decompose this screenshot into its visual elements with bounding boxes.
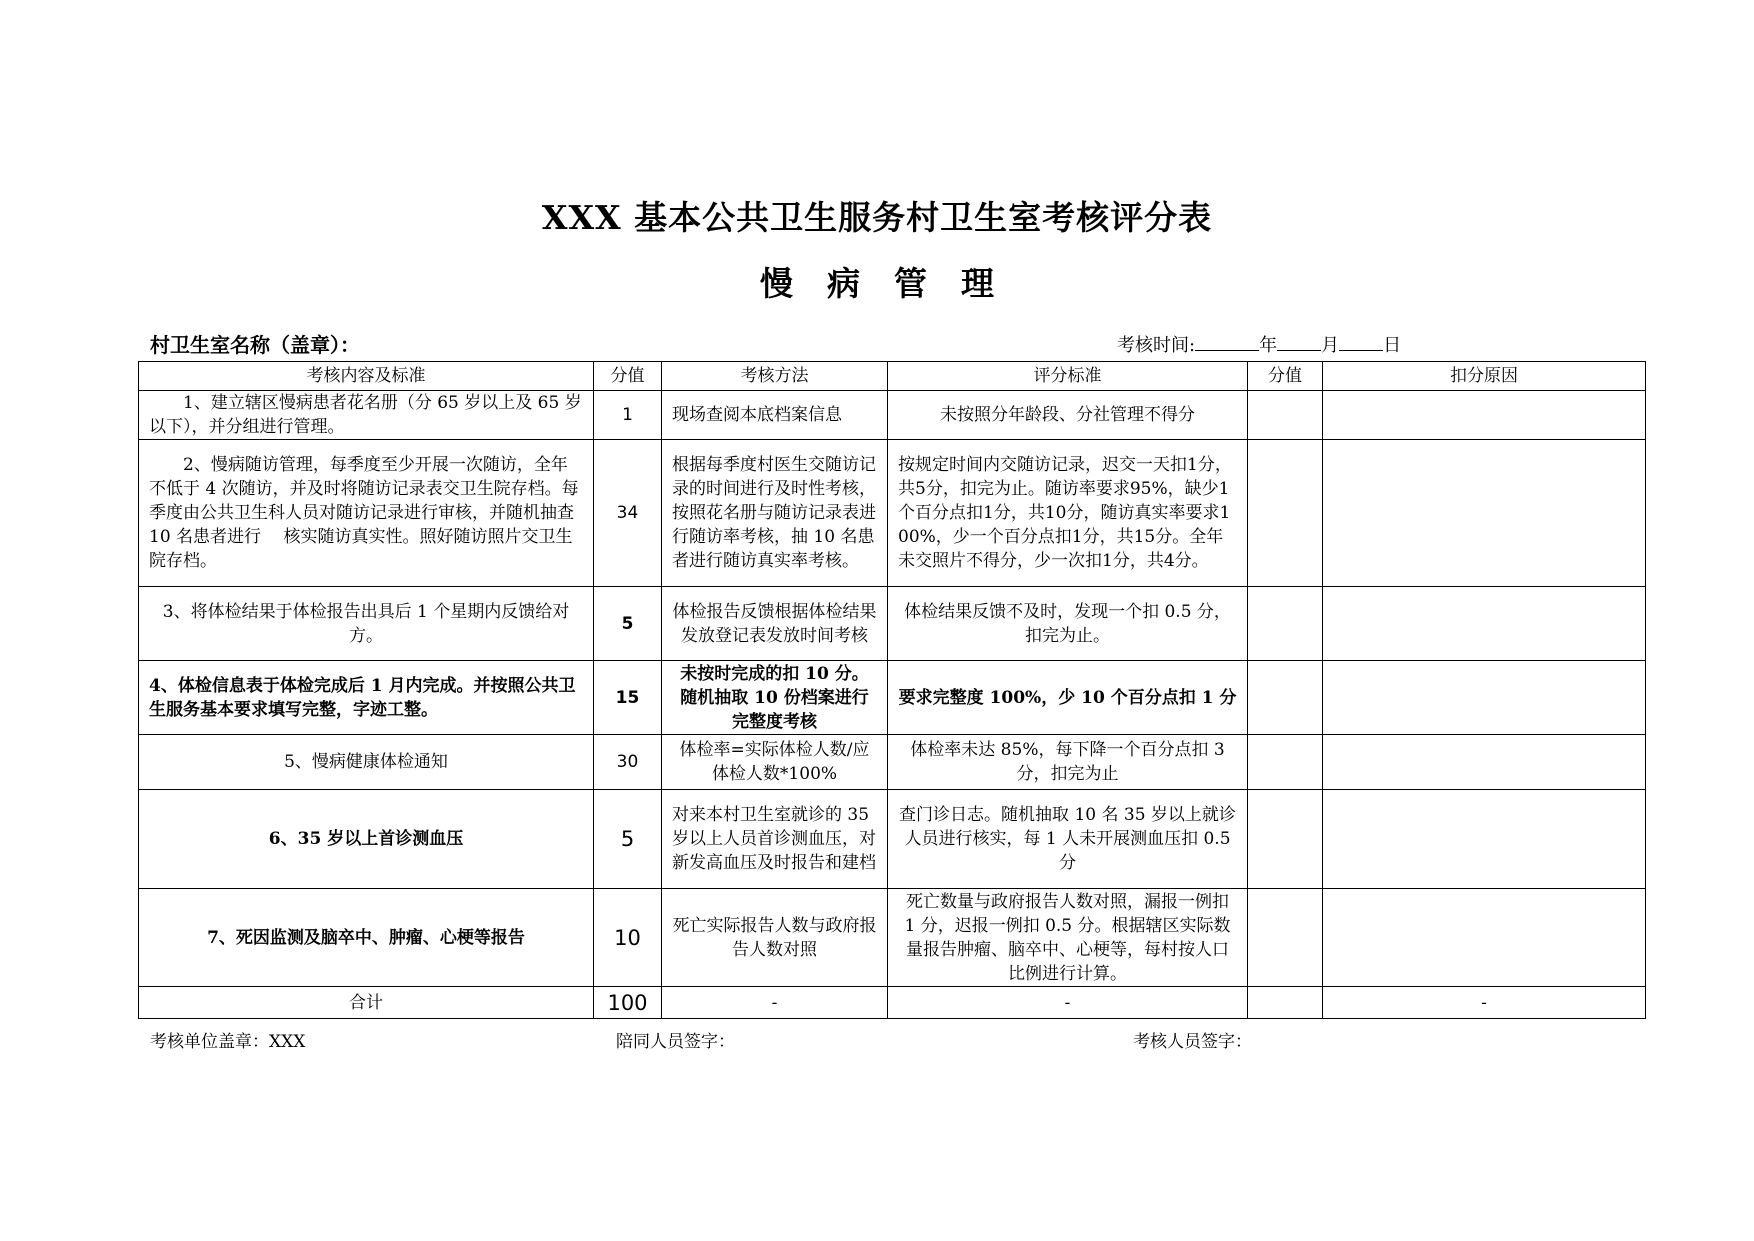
month-label: 月 — [1321, 335, 1340, 356]
header-actual-score: 分值 — [1248, 362, 1323, 391]
table-row — [139, 440, 1646, 587]
total-criteria: - — [888, 987, 1248, 1019]
row-method: 对来本村卫生室就诊的 35 岁以上人员首诊测血压，对新发高血压及时报告和建档 — [662, 790, 888, 889]
table-header-row — [139, 362, 1646, 391]
total-reason: - — [1323, 987, 1646, 1019]
row-criteria: 按规定时间内交随访记录，迟交一天扣1分，共5分，扣完为止。随访率要求95%，缺少1个百分点扣1分，共10分，随访真实率要求100%，少一个百分点扣1分，共15分。全年未交照片不得分，少一次扣1分，共4分。 — [888, 440, 1248, 587]
row-score: 34 — [594, 440, 662, 587]
row-reason[interactable] — [1323, 587, 1646, 661]
row-score: 5 — [594, 790, 662, 889]
table-row — [139, 661, 1646, 735]
row-criteria: 要求完整度 100%，少 10 个百分点扣 1 分 — [888, 661, 1248, 735]
score-table — [138, 361, 1646, 1019]
day-label: 日 — [1383, 335, 1402, 356]
year-blank[interactable] — [1195, 332, 1259, 351]
row-method: 死亡实际报告人数与政府报告人数对照 — [662, 889, 888, 987]
row-content: 4、体检信息表于体检完成后 1 月内完成。并按照公共卫生服务基本要求填写完整，字迹工整。 — [139, 661, 594, 735]
examiner-sign-label: 考核人员签字： — [1133, 1032, 1252, 1052]
row-reason[interactable] — [1323, 889, 1646, 987]
header-content: 考核内容及标准 — [139, 362, 594, 391]
row-reason[interactable] — [1323, 661, 1646, 735]
row-actual-score[interactable] — [1248, 440, 1323, 587]
unit-seal-label: 考核单位盖章：XXX — [150, 1032, 306, 1052]
exam-date-label: 考核时间: — [1117, 335, 1196, 356]
row-content: 5、慢病健康体检通知 — [139, 735, 594, 790]
header-method: 考核方法 — [662, 362, 888, 391]
day-blank[interactable] — [1339, 332, 1383, 351]
row-score: 1 — [594, 391, 662, 440]
row-method: 现场查阅本底档案信息 — [662, 391, 888, 440]
row-reason[interactable] — [1323, 790, 1646, 889]
row-criteria: 体检结果反馈不及时，发现一个扣 0.5 分，扣完为止。 — [888, 587, 1248, 661]
row-method: 未按时完成的扣 10 分。随机抽取 10 份档案进行完整度考核 — [662, 661, 888, 735]
row-criteria: 未按照分年龄段、分社管理不得分 — [888, 391, 1248, 440]
row-method: 体检报告反馈根据体检结果发放登记表发放时间考核 — [662, 587, 888, 661]
table-row — [139, 735, 1646, 790]
row-content: 3、将体检结果于体检报告出具后 1 个星期内反馈给对方。 — [139, 587, 594, 661]
row-content: 6、35 岁以上首诊测血压 — [139, 790, 594, 889]
row-content: 7、死因监测及脑卒中、肿瘤、心梗等报告 — [139, 889, 594, 987]
row-actual-score[interactable] — [1248, 587, 1323, 661]
row-criteria: 体检率未达 85%，每下降一个百分点扣 3 分，扣完为止 — [888, 735, 1248, 790]
row-score: 10 — [594, 889, 662, 987]
header-reason: 扣分原因 — [1323, 362, 1646, 391]
total-method: - — [662, 987, 888, 1019]
row-method: 体检率=实际体检人数/应体检人数*100% — [662, 735, 888, 790]
accompany-sign-label: 陪同人员签字： — [616, 1032, 735, 1052]
row-criteria: 死亡数量与政府报告人数对照，漏报一例扣 1 分，迟报一例扣 0.5 分。根据辖区实际数量报告肿瘤、脑卒中、心梗等，每村按人口比例进行计算。 — [888, 889, 1248, 987]
village-name-label: 村卫生室名称（盖章）： — [150, 333, 360, 357]
page-title: XXX 基本公共卫生服务村卫生室考核评分表 — [541, 198, 1213, 237]
header-criteria: 评分标准 — [888, 362, 1248, 391]
row-score: 30 — [594, 735, 662, 790]
table-row — [139, 587, 1646, 661]
row-actual-score[interactable] — [1248, 661, 1323, 735]
row-reason[interactable] — [1323, 391, 1646, 440]
month-blank[interactable] — [1277, 332, 1321, 351]
row-method: 根据每季度村医生交随访记录的时间进行及时性考核，按照花名册与随访记录表进行随访率考核，抽 10 名患者进行随访真实率考核。 — [662, 440, 888, 587]
row-actual-score[interactable] — [1248, 790, 1323, 889]
table-total-row — [139, 987, 1646, 1019]
row-actual-score[interactable] — [1248, 889, 1323, 987]
row-score: 15 — [594, 661, 662, 735]
row-reason[interactable] — [1323, 440, 1646, 587]
row-actual-score[interactable] — [1248, 735, 1323, 790]
year-label: 年 — [1259, 335, 1278, 356]
table-row — [139, 889, 1646, 987]
total-label: 合计 — [139, 987, 594, 1019]
row-reason[interactable] — [1323, 735, 1646, 790]
header-score: 分值 — [594, 362, 662, 391]
row-actual-score[interactable] — [1248, 391, 1323, 440]
row-criteria: 查门诊日志。随机抽取 10 名 35 岁以上就诊人员进行核实，每 1 人未开展测血压扣 0.5 分 — [888, 790, 1248, 889]
total-actual-score[interactable] — [1248, 987, 1323, 1019]
page-subtitle: 慢病管理 — [760, 264, 1028, 303]
table-row — [139, 391, 1646, 440]
row-content: 2、慢病随访管理，每季度至少开展一次随访，全年不低于 4 次随访，并及时将随访记录表交卫生院存档。每季度由公共卫生科人员对随访记录进行审核，并随机抽查 10 名患者进行 核实随访真实性。照好随访照片交卫生院存档。 — [139, 440, 594, 587]
total-score: 100 — [594, 987, 662, 1019]
row-score: 5 — [594, 587, 662, 661]
table-row — [139, 790, 1646, 889]
exam-date — [1117, 331, 1401, 357]
row-content: 1、建立辖区慢病患者花名册（分 65 岁以上及 65 岁以下），并分组进行管理。 — [139, 391, 594, 440]
